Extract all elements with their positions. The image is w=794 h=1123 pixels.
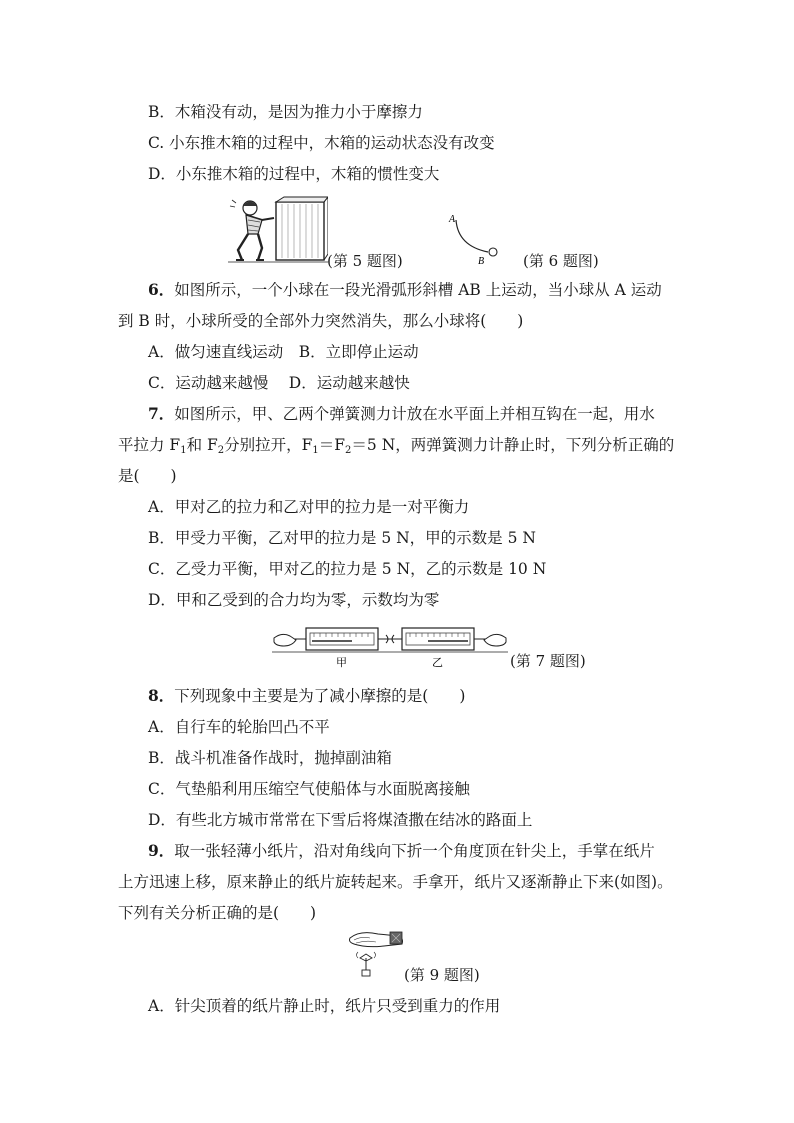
figure-6-caption: (第 6 题图) — [523, 252, 599, 270]
figure-6-label-b: B — [478, 256, 485, 266]
q9-stem-line-2: 上方迅速上移，原来静止的纸片旋转起来。手拿开，纸片又逐渐静止下来(如图)。 — [118, 873, 673, 891]
q8-option-d: D．有些北方城市常常在下雪后将煤渣撒在结冰的路面上 — [148, 811, 533, 829]
q8-option-b: B．战斗机准备作战时，抛掉副油箱 — [148, 749, 392, 767]
figure-7-label-yi: 乙 — [432, 656, 443, 668]
figure-7-spring-scales — [272, 622, 508, 668]
q5-option-c: C. 小东推木箱的过程中，木箱的运动状态没有改变 — [148, 134, 495, 152]
q7-subscript: 1 — [312, 445, 319, 456]
q7-stem-part: 平拉力 F — [118, 436, 181, 454]
q6-options-ab: A．做匀速直线运动 B．立即停止运动 — [148, 343, 419, 361]
q8-number: 8． — [148, 686, 175, 705]
q5-option-d: D．小东推木箱的过程中，木箱的惯性变大 — [148, 165, 440, 183]
figure-6-arc-track — [442, 210, 512, 266]
q9-stem-text-1: 取一张轻薄小纸片，沿对角线向下折一个角度顶在针尖上，手掌在纸片 — [174, 842, 655, 860]
q7-subscript: 2 — [217, 445, 225, 456]
q7-option-c: C．乙受力平衡，甲对乙的拉力是 5 N，乙的示数是 10 N — [148, 560, 547, 578]
q7-option-a: A．甲对乙的拉力和乙对甲的拉力是一对平衡力 — [148, 498, 470, 516]
q8-stem — [148, 686, 465, 706]
figure-6-label-a: A — [449, 214, 456, 225]
q7-stem-part: 和 F — [186, 436, 218, 454]
q5-option-b: B．木箱没有动，是因为推力小于摩擦力 — [148, 103, 423, 121]
q7-stem-text-1: 如图所示，甲、乙两个弹簧测力计放在水平面上并相互钩在一起，用水 — [174, 405, 655, 423]
q7-stem-part: 分别拉开，F — [224, 436, 313, 454]
q8-option-c: C．气垫船利用压缩空气使船体与水面脱离接触 — [148, 780, 470, 798]
q8-option-a: A．自行车的轮胎凹凸不平 — [148, 718, 330, 736]
q9-number: 9． — [148, 841, 175, 860]
figure-5-boy-pushing-box — [228, 196, 328, 268]
figure-9-caption: (第 9 题图) — [404, 966, 480, 984]
q6-stem-text-1: 如图所示，一个小球在一段光滑弧形斜槽 AB 上运动，当小球从 A 运动 — [174, 281, 662, 299]
figure-7-label-jia: 甲 — [336, 656, 347, 668]
q7-stem-line-3: 是( ) — [118, 467, 177, 485]
q7-stem-part: ＝F — [318, 436, 346, 454]
figure-9-hand-pin-paper — [346, 928, 406, 980]
q7-stem-line-2 — [118, 435, 674, 461]
figure-7-caption: (第 7 题图) — [510, 652, 586, 670]
q9-option-a: A．针尖顶着的纸片静止时，纸片只受到重力的作用 — [148, 997, 501, 1015]
q7-option-d: D．甲和乙受到的合力均为零，示数均为零 — [148, 591, 440, 609]
q6-options-cd: C．运动越来越慢 D．运动越来越快 — [148, 374, 410, 392]
figure-5-caption: (第 5 题图) — [327, 252, 403, 270]
q7-stem-part: ＝5 N，两弹簧测力计静止时，下列分析正确的 — [351, 436, 675, 454]
q7-stem-line-1 — [148, 404, 655, 424]
q9-stem-line-1 — [148, 841, 655, 861]
q7-number: 7． — [148, 404, 175, 423]
q8-stem-text: 下列现象中主要是为了减小摩擦的是( ) — [174, 687, 466, 705]
q7-option-b: B．甲受力平衡，乙对甲的拉力是 5 N，甲的示数是 5 N — [148, 529, 536, 547]
q6-stem-line-2: 到 B 时，小球所受的全部外力突然消失，那么小球将( ) — [118, 312, 524, 330]
q7-subscript: 2 — [345, 445, 352, 456]
q9-stem-line-3: 下列有关分析正确的是( ) — [118, 904, 317, 922]
q7-subscript: 1 — [180, 445, 187, 456]
q6-number: 6． — [148, 280, 175, 299]
q6-stem-line-1 — [148, 280, 662, 300]
